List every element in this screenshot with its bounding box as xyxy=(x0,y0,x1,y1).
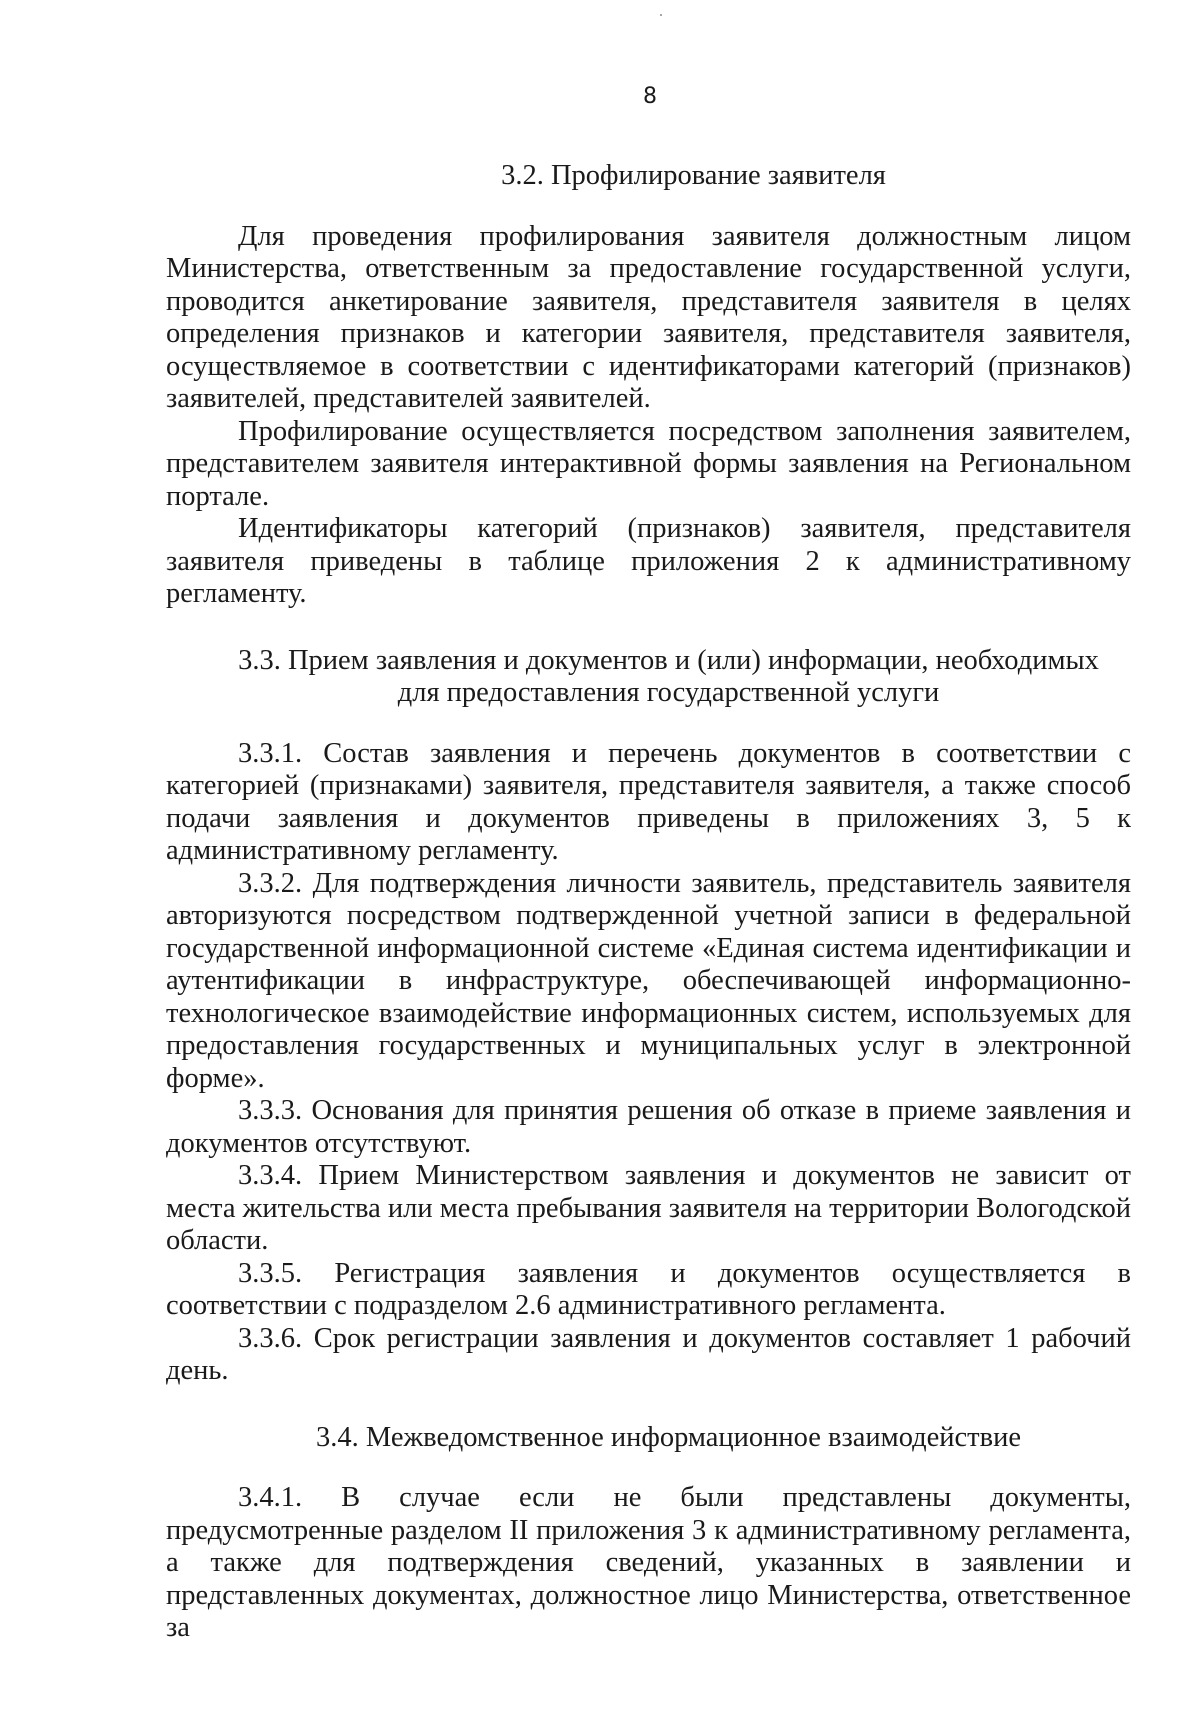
paragraph: 3.3.6. Срок регистрации заявления и документов составляет 1 рабочий день. xyxy=(166,1322,1131,1386)
paragraph: 3.4.1. В случае если не были представлены документы, предусмотренные разделом II приложения 3 к административному регламента, а также для подтверждения сведений, указанных в заявлении и представленных документах, должностное лицо Министерства, ответственное за xyxy=(166,1482,1131,1643)
paragraph: Профилирование осуществляется посредством заполнения заявителем, представителем заявителя интерактивной формы заявления на Региональном портале. xyxy=(166,415,1131,512)
paragraph: 3.3.4. Прием Министерством заявления и документов не зависит от места жительства или места пребывания заявителя на территории Вологодской области. xyxy=(166,1160,1131,1256)
document-body xyxy=(166,160,1131,1645)
section-heading-3-3-line-1: 3.3. Прием заявления и документов и (или) информации, необходимых xyxy=(238,644,1099,676)
spacer xyxy=(166,1388,1131,1422)
spacer xyxy=(166,193,1131,221)
paragraph: 3.3.5. Регистрация заявления и документов осуществляется в соответствии с подразделом 2.6 административного регламента. xyxy=(166,1257,1131,1321)
spacer xyxy=(166,1454,1131,1482)
paragraph: 3.3.2. Для подтверждения личности заявитель, представитель заявителя авторизуются посредством подтвержденной учетной записи в федеральной государственной информационной системе «Единая система идентификации и аутентификации в инфраструктуре, обеспечивающей информационно-технологическое взаимодействие информационных систем, используемых для предоставления государственных и муниципальных услуг в электронной форме». xyxy=(166,867,1131,1094)
paragraph: 3.3.1. Состав заявления и перечень документов в соответствии с категорией (признаками) заявителя, представителя заявителя, а также способ подачи заявления и документов приведены в приложениях 3, 5 к административному регламенту. xyxy=(166,737,1131,866)
spacer xyxy=(166,611,1131,645)
paragraph: Для проведения профилирования заявителя должностным лицом Министерства, ответственным за предоставление государственной услуги, проводится анкетирование заявителя, представителя заявителя в целях определения признаков и категории заявителя, представителя заявителя, осуществляемое в соответствии с идентификаторами категорий (признаков) заявителей, представителей заявителей. xyxy=(166,220,1131,414)
paragraph: Идентификаторы категорий (признаков) заявителя, представителя заявителя приведены в таблице приложения 2 к административному регламенту. xyxy=(166,513,1131,609)
scan-speck xyxy=(660,14,662,16)
section-heading-3-4: 3.4. Межведомственное информационное взаимодействие xyxy=(315,1421,1021,1453)
section-heading-3-2: 3.2. Профилирование заявителя xyxy=(501,160,886,191)
paragraph: 3.3.3. Основания для принятия решения об отказе в приеме заявления и документов отсутствуют. xyxy=(166,1095,1131,1159)
section-heading-3-3-line-2: для предоставления государственной услуги xyxy=(397,677,940,708)
spacer xyxy=(166,710,1131,738)
page-number: 8 xyxy=(643,84,657,109)
